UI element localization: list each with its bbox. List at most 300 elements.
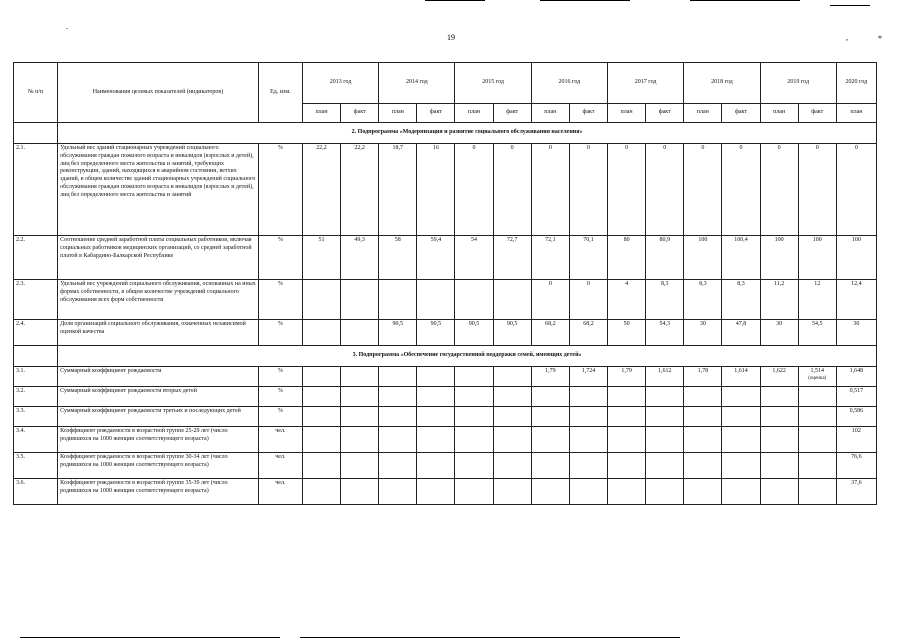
value-cell [836,427,876,453]
value-cell [531,427,569,453]
value-cell [836,367,876,387]
value-cell [341,144,379,236]
value-text: 4 [625,281,629,287]
value-text: 0,517 [849,388,864,394]
value-text: 70,1 [583,237,594,243]
table-row [14,479,877,505]
value-cell [684,236,722,280]
value-cell [455,236,493,280]
value-cell [531,280,569,320]
value-cell [341,407,379,427]
value-text: 22,2 [316,145,327,151]
stray-mark: * [878,34,882,43]
value-text: 68,2 [545,321,556,327]
value-cell [722,280,760,320]
header-year-2018: 2018 год [684,63,760,104]
value-cell [722,236,760,280]
value-text: 0 [739,145,743,151]
value-cell [608,427,646,453]
section-num-cell [14,346,58,367]
value-cell [302,236,340,280]
value-text: 30 [776,321,783,327]
value-cell [684,280,722,320]
value-text: 0 [625,145,629,151]
value-cell [608,367,646,387]
value-text: 102 [851,428,861,434]
value-cell [798,427,836,453]
value-text: 12,4 [851,281,862,287]
value-cell [455,479,493,505]
table-row [14,453,877,479]
row-number: 3.4. [14,427,58,453]
value-cell [760,367,798,387]
header-name: Наименования целевых показателей (индикаторов) [58,63,259,123]
value-cell [684,427,722,453]
value-text: 0 [586,281,590,287]
header-kind: план [760,104,798,123]
value-cell [493,320,531,346]
header-kind: план [608,104,646,123]
value-text: 0 [510,145,514,151]
value-cell [836,236,876,280]
value-cell [798,236,836,280]
value-text: 68,2 [583,321,594,327]
value-cell [302,427,340,453]
value-cell [493,144,531,236]
header-kind: факт [417,104,455,123]
value-text: 49,3 [354,237,365,243]
value-cell [836,280,876,320]
header-kind: план [684,104,722,123]
value-text: 59,4 [430,237,442,243]
value-cell [684,407,722,427]
value-cell [341,479,379,505]
section-title: 3. Подпрограмма «Обеспечение государственной поддержки семей, имеющих детей» [58,346,877,367]
value-cell [417,367,455,387]
value-cell [608,407,646,427]
row-number: 2.3. [14,280,58,320]
value-cell [646,367,684,387]
header-kind: план [379,104,417,123]
value-cell [722,407,760,427]
value-cell [493,427,531,453]
value-text: 11,2 [773,281,785,287]
scan-artifact-line [425,0,485,1]
value-text: 80,9 [659,237,670,243]
value-cell [760,407,798,427]
indicator-unit: % [258,320,302,346]
value-cell [531,320,569,346]
value-cell [341,387,379,407]
value-cell [646,320,684,346]
value-cell [836,453,876,479]
value-text: 16 [432,145,439,151]
indicator-name: Удельный вес учреждений социального обслуживания, основанных на иных формах собственности, в общем количестве учреждений социального обслуживания всех форм собственности [58,280,259,320]
value-cell [455,407,493,427]
value-text: 0 [548,281,552,287]
value-cell [493,387,531,407]
value-cell [760,236,798,280]
value-cell [722,479,760,505]
header-year-2014: 2014 год [379,63,455,104]
value-cell [531,236,569,280]
value-cell [760,280,798,320]
table-row [14,427,877,453]
value-note: (оценка) [808,375,827,381]
value-cell [760,427,798,453]
value-text: 90,5 [506,321,518,327]
scan-artifact-line [690,0,800,1]
value-text: 0 [854,145,858,151]
value-cell [341,453,379,479]
value-cell [455,427,493,453]
value-cell [302,320,340,346]
value-cell [760,144,798,236]
value-cell [836,479,876,505]
scan-artifact-line [830,5,870,6]
value-cell [722,427,760,453]
value-text: 100 [851,237,861,243]
value-text: 76,6 [851,454,862,460]
value-cell [569,280,607,320]
value-text: 12 [814,281,821,287]
value-cell [569,407,607,427]
value-cell [417,144,455,236]
indicator-unit: % [258,280,302,320]
value-cell [455,144,493,236]
value-cell [302,479,340,505]
value-text: 54,3 [659,321,670,327]
value-cell [493,479,531,505]
section-title: 2. Подпрограмма «Модернизация и развитие социального обслуживания населения» [58,123,877,144]
value-cell [379,320,417,346]
value-text: 54 [471,237,478,243]
value-cell [760,479,798,505]
row-number: 2.2. [14,236,58,280]
value-text: 47,8 [735,321,747,327]
indicator-unit: % [258,144,302,236]
value-text: 100,4 [734,237,748,243]
table-row [14,367,877,387]
indicator-unit: чел. [258,479,302,505]
value-cell [379,479,417,505]
value-cell [760,387,798,407]
header-row-years [14,63,877,104]
value-text: 51 [318,237,325,243]
value-cell [417,236,455,280]
value-cell [646,144,684,236]
row-number: 3.2. [14,387,58,407]
row-number: 3.5. [14,453,58,479]
value-cell [684,367,722,387]
header-year-2016: 2016 год [531,63,607,104]
page-number: 19 [447,33,455,42]
value-cell [836,387,876,407]
value-text: 80 [623,237,630,243]
value-cell [493,453,531,479]
header-kind: план [531,104,569,123]
value-cell [417,407,455,427]
value-cell [379,453,417,479]
value-cell [302,387,340,407]
table-row [14,407,877,427]
value-cell [531,479,569,505]
value-cell [608,453,646,479]
value-cell [646,407,684,427]
value-text: 54,5 [811,321,823,327]
value-cell [569,144,607,236]
row-number: 2.1. [14,144,58,236]
value-text: 50 [623,321,630,327]
value-cell [798,280,836,320]
value-cell [722,367,760,387]
header-kind: факт [646,104,684,123]
value-cell [608,387,646,407]
value-cell [493,280,531,320]
value-cell [417,453,455,479]
value-cell [379,236,417,280]
value-cell [798,320,836,346]
value-cell [798,367,836,387]
value-cell [302,407,340,427]
value-cell [341,236,379,280]
value-cell [379,387,417,407]
value-cell [760,320,798,346]
value-cell [608,236,646,280]
scan-artifact-line [540,0,630,1]
value-cell [379,427,417,453]
indicator-name: Удельный вес зданий стационарных учреждений социального обслуживания граждан пожилого возраста и инвалидов (взрослых и детей), лиц без определенного места жительства и занятий, требующих реконструкции, зданий, находящихся в аварийном состоянии, ветхих зданий, в общем количестве зданий стационарных учреждений социального обслуживания граждан пожилого возраста и инвалидов (взрослых и детей), лиц без определенного места жительства и занятий [58,144,259,236]
indicator-name: Суммарный коэффициент рождаемости вторых детей [58,387,259,407]
value-text: 1,648 [849,368,864,374]
value-cell [646,280,684,320]
value-cell [493,236,531,280]
value-text: 0,586 [849,408,864,414]
indicator-name: Суммарный коэффициент рождаемости [58,367,259,387]
value-cell [531,144,569,236]
value-cell [455,453,493,479]
section-row [14,123,877,144]
value-text: 8,3 [699,281,707,287]
value-cell [455,320,493,346]
value-cell [646,453,684,479]
value-cell [569,479,607,505]
value-cell [798,387,836,407]
value-cell [417,280,455,320]
value-cell [684,320,722,346]
value-text: 1,622 [772,368,786,374]
value-cell [302,453,340,479]
value-cell [379,144,417,236]
header-kind: факт [722,104,760,123]
value-cell [798,407,836,427]
value-cell [531,453,569,479]
value-text: 30 [699,321,706,327]
value-cell [722,320,760,346]
header-num: № п/п [14,63,58,123]
value-text: 0 [777,145,781,151]
value-text: 1,724 [581,368,596,374]
value-cell [646,479,684,505]
value-text: 0 [701,145,705,151]
value-cell [569,320,607,346]
value-cell [302,367,340,387]
header-unit: Ед. изм. [258,63,302,123]
value-cell [798,453,836,479]
value-cell [417,320,455,346]
value-cell [569,367,607,387]
header-kind: план [302,104,340,123]
row-number: 3.6. [14,479,58,505]
value-text: 22,2 [354,145,365,151]
value-text: 1,612 [657,368,672,374]
section-row [14,346,877,367]
value-cell [646,427,684,453]
table-body [14,123,877,505]
value-cell [302,144,340,236]
value-text: 8,3 [737,281,745,287]
value-text: 100 [774,237,784,243]
value-cell [836,320,876,346]
value-cell [493,407,531,427]
value-cell [684,453,722,479]
value-text: 100 [812,237,822,243]
indicator-name: Коэффициент рождаемости в возрастной группе 25-29 лет (число родившихся на 1000 женщин соответствующего возраста) [58,427,259,453]
header-kind: факт [493,104,531,123]
value-cell [608,479,646,505]
value-cell [417,479,455,505]
value-cell [836,407,876,427]
value-cell [760,453,798,479]
indicator-name: Доля организаций социального обслуживания, охваченных независимой оценкой качества [58,320,259,346]
table-row [14,387,877,407]
value-cell [417,427,455,453]
value-text: 0 [472,145,476,151]
value-text: 37,6 [851,480,862,486]
value-cell [379,407,417,427]
value-cell [341,320,379,346]
row-number: 3.1. [14,367,58,387]
header-kind: факт [341,104,379,123]
value-cell [341,280,379,320]
value-text: 1,79 [621,368,632,374]
indicators-table [13,62,877,505]
header-year-2013: 2013 год [302,63,378,104]
value-text: 72,1 [545,237,556,243]
value-text: 0 [548,145,552,151]
value-text: 1,78 [697,368,709,374]
stray-mark: , [846,33,848,42]
table-row [14,144,877,236]
value-text: 1,79 [545,368,556,374]
stray-mark: . [66,22,68,31]
value-cell [646,387,684,407]
value-cell [531,367,569,387]
indicator-unit: чел. [258,453,302,479]
value-cell [646,236,684,280]
value-cell [493,367,531,387]
row-number: 3.3. [14,407,58,427]
value-cell [722,453,760,479]
indicator-name: Соотношение средней заработной платы социальных работников, включая социальных работников медицинских организаций, со средней заработной платой в Кабардино-Балкарской Республике [58,236,259,280]
value-cell [455,280,493,320]
scan-artifact-line [300,637,680,638]
scan-artifact-line [20,637,280,638]
value-cell [302,280,340,320]
value-cell [569,453,607,479]
indicator-name: Коэффициент рождаемости в возрастной группе 35-39 лет (число родившихся на 1000 женщин соответствующего возраста) [58,479,259,505]
header-year-2020: 2020 год [836,63,876,104]
value-cell [608,320,646,346]
value-text: 1,614 [734,368,748,374]
value-cell [608,144,646,236]
value-cell [798,144,836,236]
value-cell [836,144,876,236]
value-cell [531,387,569,407]
value-cell [569,236,607,280]
value-text: 58 [394,237,401,243]
value-cell [722,144,760,236]
header-kind: факт [569,104,607,123]
value-text: 0 [663,145,667,151]
value-cell [684,387,722,407]
value-cell [684,144,722,236]
value-cell [569,387,607,407]
header-year-2015: 2015 год [455,63,531,104]
header-kind: план [455,104,493,123]
indicator-unit: чел. [258,427,302,453]
indicator-name: Коэффициент рождаемости в возрастной группе 30-34 лет (число родившихся на 1000 женщин соответствующего возраста) [58,453,259,479]
value-cell [798,479,836,505]
table-row [14,236,877,280]
table-row [14,280,877,320]
value-text: 90,5 [430,321,442,327]
value-cell [455,367,493,387]
value-cell [531,407,569,427]
indicator-unit: % [258,387,302,407]
indicator-unit: % [258,367,302,387]
value-text: 90,5 [392,321,404,327]
section-num-cell [14,123,58,144]
value-text: 18,7 [392,145,404,151]
header-kind: факт [798,104,836,123]
value-cell [379,280,417,320]
value-text: 1,514 [810,368,824,374]
value-text: 0 [586,145,590,151]
value-cell [341,367,379,387]
value-text: 90,5 [468,321,480,327]
indicator-unit: % [258,407,302,427]
header-kind: план [836,104,876,123]
value-text: 0 [815,145,819,151]
header-year-2017: 2017 год [608,63,684,104]
value-cell [722,387,760,407]
value-text: 100 [698,237,708,243]
indicator-name: Суммарный коэффициент рождаемости третьих и последующих детей [58,407,259,427]
value-cell [379,367,417,387]
header-year-2019: 2019 год [760,63,836,104]
value-text: 30 [853,321,860,327]
value-cell [341,427,379,453]
value-cell [417,387,455,407]
indicator-unit: % [258,236,302,280]
row-number: 2.4. [14,320,58,346]
value-text: 8,3 [660,281,669,287]
table-row [14,320,877,346]
value-text: 72,7 [506,237,518,243]
value-cell [608,280,646,320]
value-cell [455,387,493,407]
